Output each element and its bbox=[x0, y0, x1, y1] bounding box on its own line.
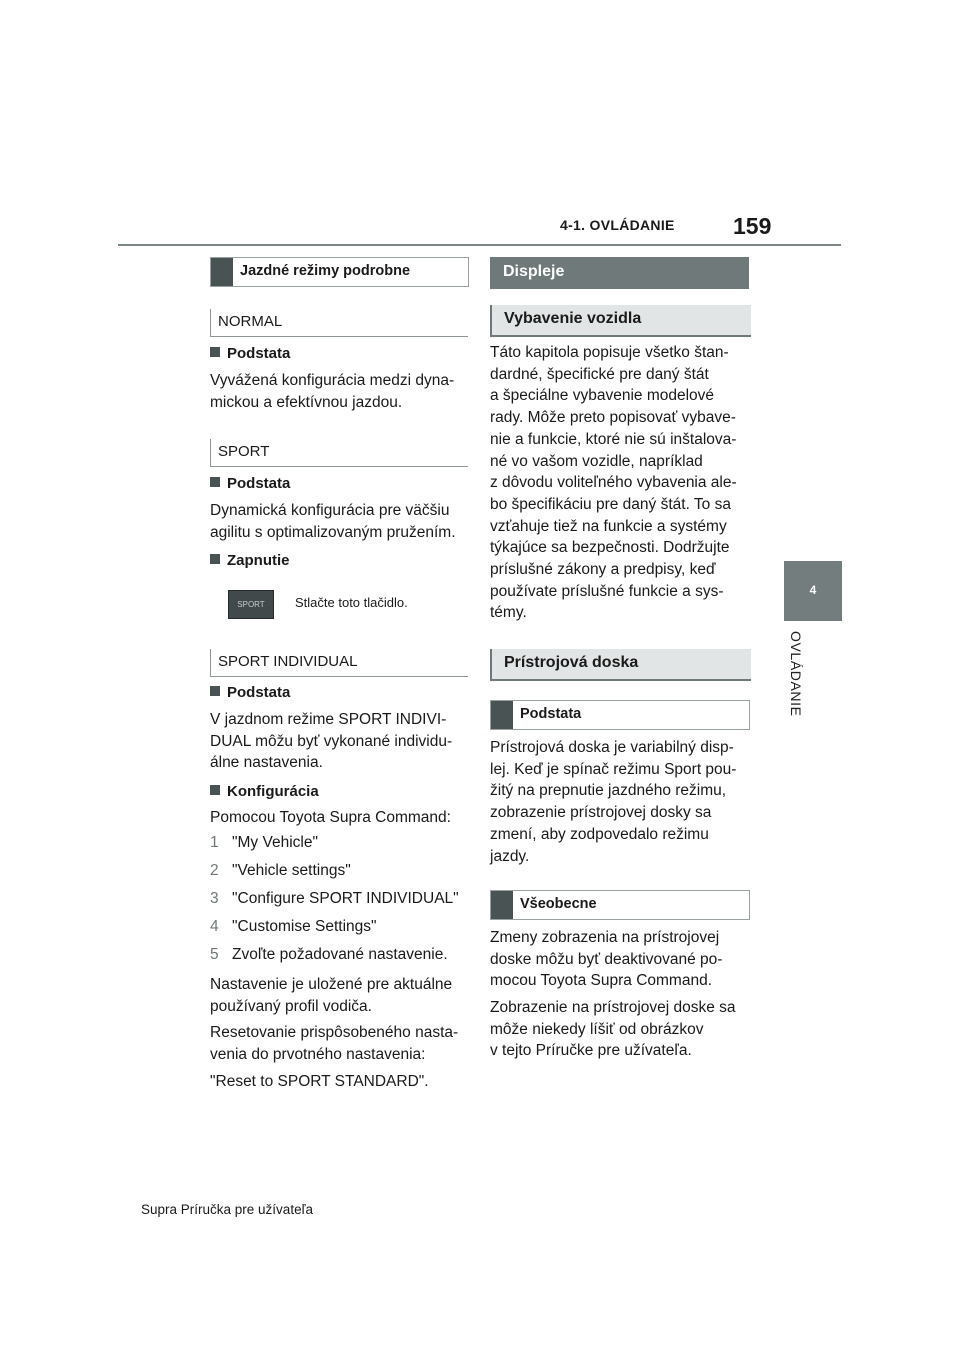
paragraph: Zobrazenie na prístrojovej doske sa môže niekedy líšiť od obrázkov v tejto Príručke pre užívateľa. bbox=[490, 999, 736, 1060]
title-marker bbox=[211, 258, 233, 286]
step-item: 2 "Vehicle settings" bbox=[210, 862, 351, 879]
paragraph: Resetovanie prispôsobeného nasta- venia do prvotného nastavenia: bbox=[210, 1024, 459, 1063]
bullet-heading: Podstata bbox=[210, 475, 290, 492]
subheading-vybavenie: Vybavenie vozidla bbox=[490, 305, 751, 337]
bullet-heading: Zapnutie bbox=[210, 552, 290, 569]
paragraph: Nastavenie je uložené pre aktuálne používaný profil vodiča. bbox=[210, 976, 453, 1015]
paragraph: Vyvážená konfigurácia medzi dyna- mickou a efektívnou jazdou. bbox=[210, 372, 455, 411]
square-bullet-icon bbox=[210, 347, 220, 357]
square-bullet-icon bbox=[210, 554, 220, 564]
page-number: 159 bbox=[733, 213, 772, 239]
subheading-pristrojova: Prístrojová doska bbox=[490, 649, 751, 681]
paragraph: Dynamická konfigurácia pre väčšiu agilitu s optimalizovaným pružením. bbox=[210, 502, 456, 541]
title-marker bbox=[491, 701, 513, 729]
subheading-sport-individual bbox=[210, 649, 468, 677]
header-rule bbox=[118, 244, 841, 246]
paragraph: Pomocou Toyota Supra Command: bbox=[210, 809, 451, 826]
step-item: 3 "Configure SPORT INDIVIDUAL" bbox=[210, 890, 459, 907]
subheading-normal bbox=[210, 309, 468, 337]
step-item: 1 "My Vehicle" bbox=[210, 834, 318, 851]
step-item: 5 Zvoľte požadované nastavenie. bbox=[210, 946, 448, 963]
sport-button-illustration: SPORT bbox=[228, 590, 274, 619]
chapter-heading: Displeje bbox=[490, 257, 749, 289]
bullet-heading: Podstata bbox=[210, 684, 290, 701]
chapter-number: 4 bbox=[809, 583, 817, 597]
paragraph: Táto kapitola popisuje všetko štan- dardné, špecifické pre daný štát a špeciálne vybavenie modelové rady. Môže preto popisovať vybave- nie a funkcie, ktoré nie sú inštalova- né vo vašom vozidle, napríklad z dôvodu voliteľného vybavenia ale- bo špecifikáciu pre daný štát. To sa vzťahuje tiež na funkcie a systémy týkajúce sa bezpečnosti. Dodržujte príslušné zákony a predpisy, keď používate príslušné funkcie a sys- témy. bbox=[490, 344, 737, 622]
footer-text: Supra Príručka pre užívateľa bbox=[141, 1202, 314, 1217]
bullet-heading: Podstata bbox=[210, 345, 290, 362]
subheading-text: SPORT bbox=[218, 443, 270, 460]
square-bullet-icon bbox=[210, 686, 220, 696]
paragraph: V jazdnom režime SPORT INDIVI- DUAL môžu byť vykonané individu- álne nastavenia. bbox=[210, 711, 453, 772]
paragraph: Zmeny zobrazenia na prístrojovej doske môžu byť deaktivované po- mocou Toyota Supra Command. bbox=[490, 929, 723, 990]
title-marker bbox=[491, 891, 513, 919]
step-item: 4 "Customise Settings" bbox=[210, 918, 377, 935]
topic-box-podstata: Podstata bbox=[490, 700, 750, 730]
section-header: 4-1. OVLÁDANIE bbox=[560, 217, 675, 233]
subheading-text: NORMAL bbox=[218, 313, 283, 330]
section-title-box bbox=[210, 257, 469, 287]
paragraph: Prístrojová doska je variabilný disp- lej. Keď je spínač režimu Sport pou- žitý na prepnutie jazdného režimu, zobrazenie prístrojovej dosky sa zmení, aby zodpovedalo režimu jazdy. bbox=[490, 739, 737, 865]
square-bullet-icon bbox=[210, 477, 220, 487]
chapter-label: OVLÁDANIE bbox=[788, 631, 804, 717]
section-title: Jazdné režimy podrobne bbox=[240, 263, 411, 279]
bullet-heading: Konfigurácia bbox=[210, 783, 319, 800]
paragraph: "Reset to SPORT STANDARD". bbox=[210, 1073, 429, 1090]
button-caption: Stlačte toto tlačidlo. bbox=[295, 595, 408, 610]
square-bullet-icon bbox=[210, 785, 220, 795]
subheading-text: SPORT INDIVIDUAL bbox=[218, 653, 358, 670]
topic-box-vseobecne: Všeobecne bbox=[490, 890, 750, 920]
subheading-sport bbox=[210, 439, 468, 467]
